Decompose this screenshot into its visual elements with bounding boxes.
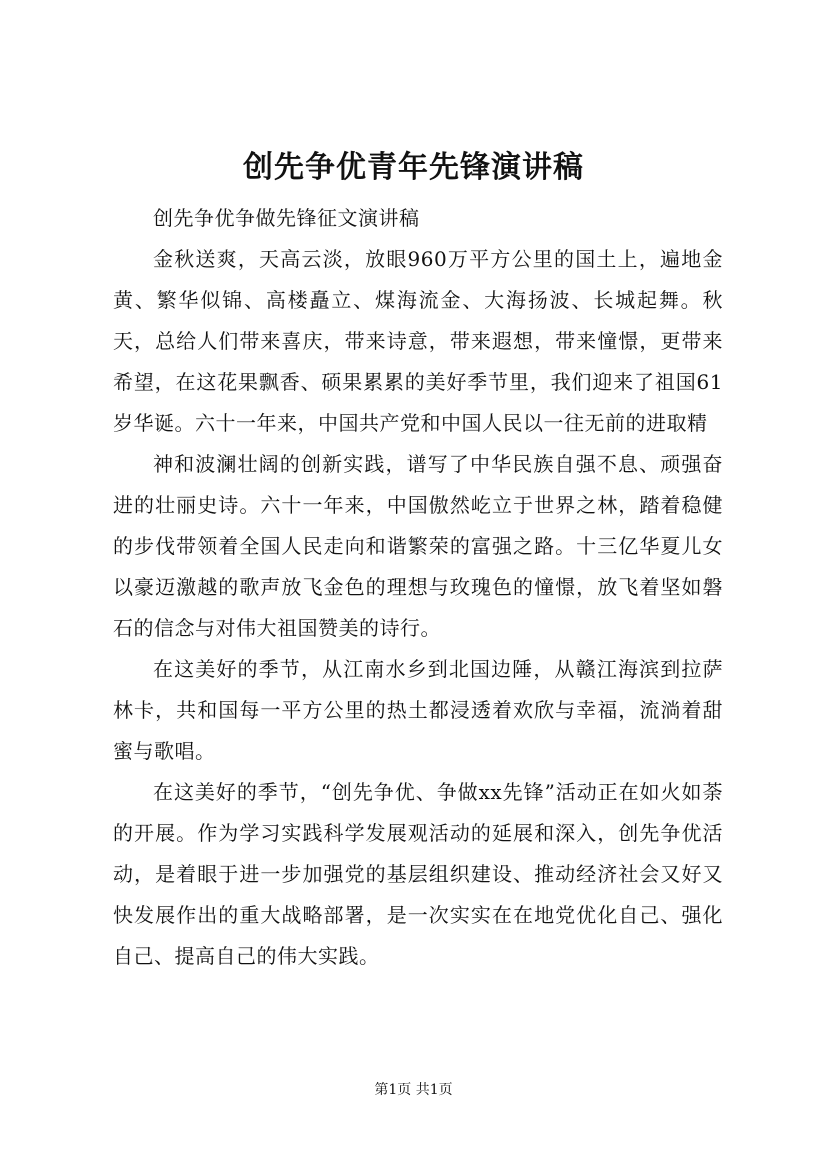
body-paragraph: 金秋送爽，天高云淡，放眼960万平方公里的国土上，遍地金黄、繁华似锦、高楼矗立、煤海流金、大海扬波、长城起舞。秋天，总给人们带来喜庆，带来诗意，带来遐想，带来憧憬，更带来希望，在这花果飘香、硕果累累的美好季节里，我们迎来了祖国61岁华诞。六十一年来，中国共产党和中国人民以一往无前的进取精 [113,247,723,435]
page-footer: 第1页 共1页 [374,1082,453,1098]
body-paragraph: 神和波澜壮阔的创新实践，谱写了中华民族自强不息、顽强奋进的壮丽史诗。六十一年来，中国傲然屹立于世界之林，踏着稳健的步伐带领着全国人民走向和谐繁荣的富强之路。十三亿华夏儿女以豪迈激越的歌声放飞金色的理想与玫瑰色的憧憬，放飞着坚如磐石的信念与对伟大祖国赞美的诗行。 [113,452,723,640]
subtitle-paragraph: 创先争优争做先锋征文演讲稿 [153,206,420,230]
document-title: 创先争优青年先锋演讲稿 [243,150,584,185]
body-paragraph: 在这美好的季节，“创先争优、争做xx先锋”活动正在如火如荼的开展。作为学习实践科学发展观活动的延展和深入，创先争优活动，是着眼于进一步加强党的基层组织建设、推动经济社会又好又快发展作出的重大战略部署，是一次实实在在地党优化自己、强化自己、提高自己的伟大实践。 [113,780,723,968]
document-body [113,198,723,977]
body-paragraph: 在这美好的季节，从江南水乡到北国边陲，从赣江海滨到拉萨林卡，共和国每一平方公里的热土都浸透着欢欣与幸福，流淌着甜蜜与歌唱。 [113,657,723,763]
